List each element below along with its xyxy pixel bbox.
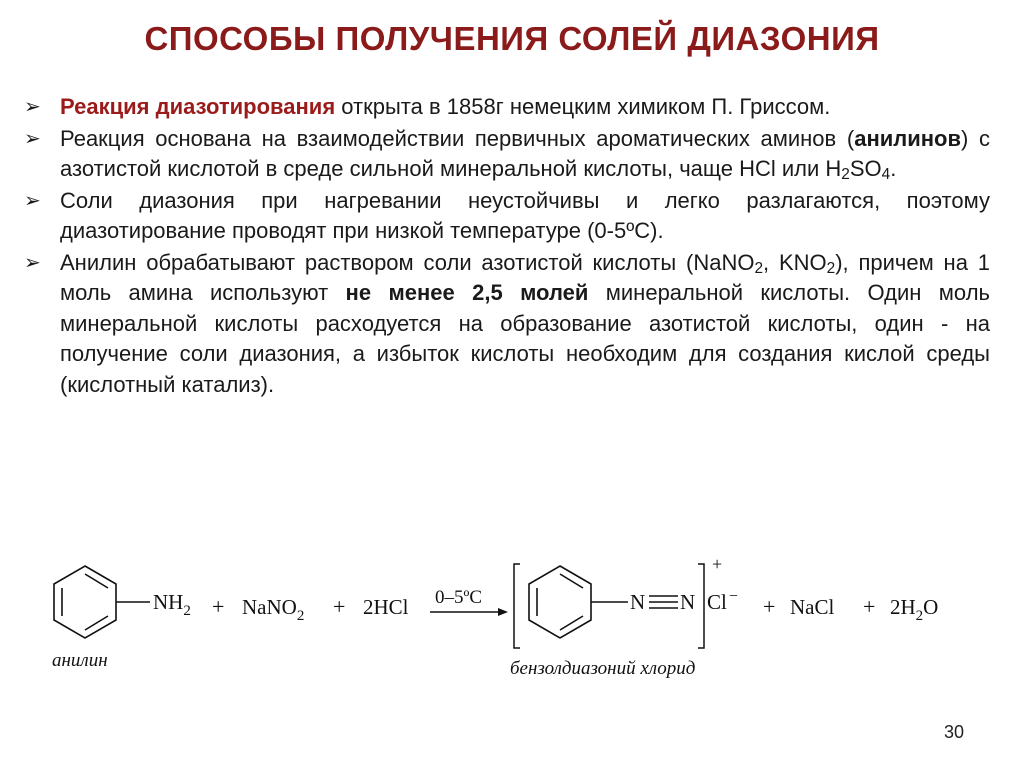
bullet-item (22, 186, 990, 247)
bullet-item (22, 124, 990, 185)
amine-group: $NH_2$ (153, 590, 191, 619)
bullet-text: Анилин обрабатывают раствором соли азотистой кислоты (NaNO (60, 249, 755, 275)
benzene-ring-aniline (54, 566, 150, 638)
subscript: 4 (881, 166, 891, 183)
plus-sign: + (212, 594, 225, 619)
left-bracket (514, 564, 520, 648)
plus-sign: + (863, 594, 876, 619)
bullet-text: Соли диазония при нагревании неустойчивы и легко разлагаются, поэтому диазотирование проводят при низкой температуре (0-5ºС). (60, 187, 990, 243)
arrow-bullet-icon: ➢ (24, 189, 41, 212)
subscript: 2 (841, 166, 850, 183)
bullet-item (22, 92, 990, 123)
hydrochloric-acid: 2HCl (363, 595, 409, 619)
label-product: бензолдиазоний хлорид (510, 658, 696, 679)
nitrogen-atom: N (680, 590, 696, 614)
bullet-text: открыта в 1858г немецким химиком П. Гриссом. (335, 94, 831, 119)
plus-sign: + (333, 594, 346, 619)
bullet-text: ), причем на 1 моль амина используют (60, 249, 990, 305)
benzene-ring-product (529, 566, 628, 638)
bold-term: не менее 2,5 молей (345, 280, 589, 305)
bullet-text: минеральной кислоты. Один моль минеральной кислоты расходуется на образование азотистой кислоты, один - на получение соли диазония, а избыток кислоты необходим для создания кислой среды (кислотный катализ). (60, 280, 990, 397)
bullet-item (22, 248, 990, 401)
chloride-ion: Cl − (707, 588, 738, 614)
sodium-chloride: NaCl (790, 595, 835, 619)
nitrogen-atom: N (630, 590, 646, 614)
subscript: 2 (754, 259, 764, 277)
bullet-text: ) с азотистой кислотой в среде сильной минеральной кислоты, чаще HCl или H (60, 125, 990, 181)
water: $2H_2O$ (890, 595, 939, 624)
bullet-list (22, 92, 990, 401)
sodium-nitrite: NaNO$_2$ (242, 595, 305, 624)
bullet-text: SO (849, 156, 882, 181)
bold-term: анилинов (854, 125, 962, 151)
page-number: 30 (943, 722, 964, 742)
plus-sign: + (763, 594, 776, 619)
label-aniline: анилин (52, 650, 108, 671)
slide-title: СПОСОБЫ ПОЛУЧЕНИЯ СОЛЕЙ ДИАЗОНИЯ (144, 20, 880, 57)
arrow-bullet-icon: ➢ (24, 96, 41, 118)
reaction-condition: 0–5ºC (435, 587, 483, 608)
arrow-bullet-icon: ➢ (24, 251, 41, 274)
right-bracket (698, 564, 704, 648)
subscript: 2 (826, 259, 836, 277)
bullet-text: , KNO (763, 249, 827, 275)
highlight-term: Реакция диазотирования (60, 94, 336, 119)
reaction-arrow-icon (430, 608, 508, 616)
reaction-equation (40, 548, 970, 698)
bullet-text: Реакция основана на взаимодействии первичных ароматических аминов ( (60, 125, 855, 151)
arrow-bullet-icon: ➢ (24, 127, 41, 150)
bullet-text: . (890, 156, 897, 181)
triple-bond (649, 596, 678, 608)
positive-charge: + (712, 554, 723, 574)
